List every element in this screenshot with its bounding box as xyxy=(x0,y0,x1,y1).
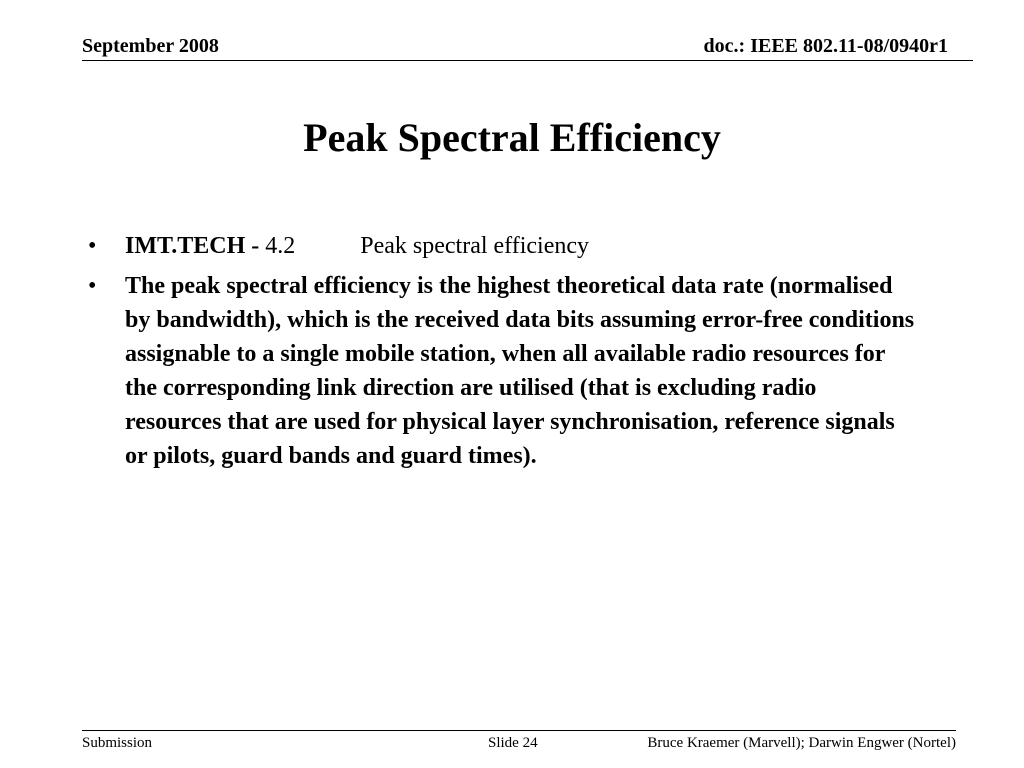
header-divider xyxy=(82,60,973,61)
footer-authors: Bruce Kraemer (Marvell); Darwin Engwer (Nortel) xyxy=(647,735,956,751)
bullet-marker: • xyxy=(88,233,97,259)
bullet-item-imt-tech xyxy=(88,229,938,263)
bullet-marker: • xyxy=(88,273,97,299)
header-date: September 2008 xyxy=(82,35,219,57)
footer-divider xyxy=(82,730,956,731)
footer-slide-number: Slide 24 xyxy=(488,735,538,751)
section-title: Peak spectral efficiency xyxy=(360,233,590,259)
footer-submission: Submission xyxy=(82,735,153,751)
bullet-label: IMT.TECH - xyxy=(125,233,266,259)
definition-text: The peak spectral efficiency is the highest theoretical data rate (normalised by bandwidth), which is the received data bits assuming error-free conditions assignable to a single mobile station, when all available radio resources for the corresponding link direction are utilised (that is excluding radio resources that are used for physical layer synchronisation, reference signals or pilots, guard bands and guard times). xyxy=(125,273,915,469)
bullet-list xyxy=(88,229,938,473)
slide-title: Peak Spectral Efficiency xyxy=(303,115,721,160)
section-number: 4.2 xyxy=(265,233,296,259)
bullet-item-definition xyxy=(88,269,938,473)
header-doc-id: doc.: IEEE 802.11-08/0940r1 xyxy=(703,35,948,57)
